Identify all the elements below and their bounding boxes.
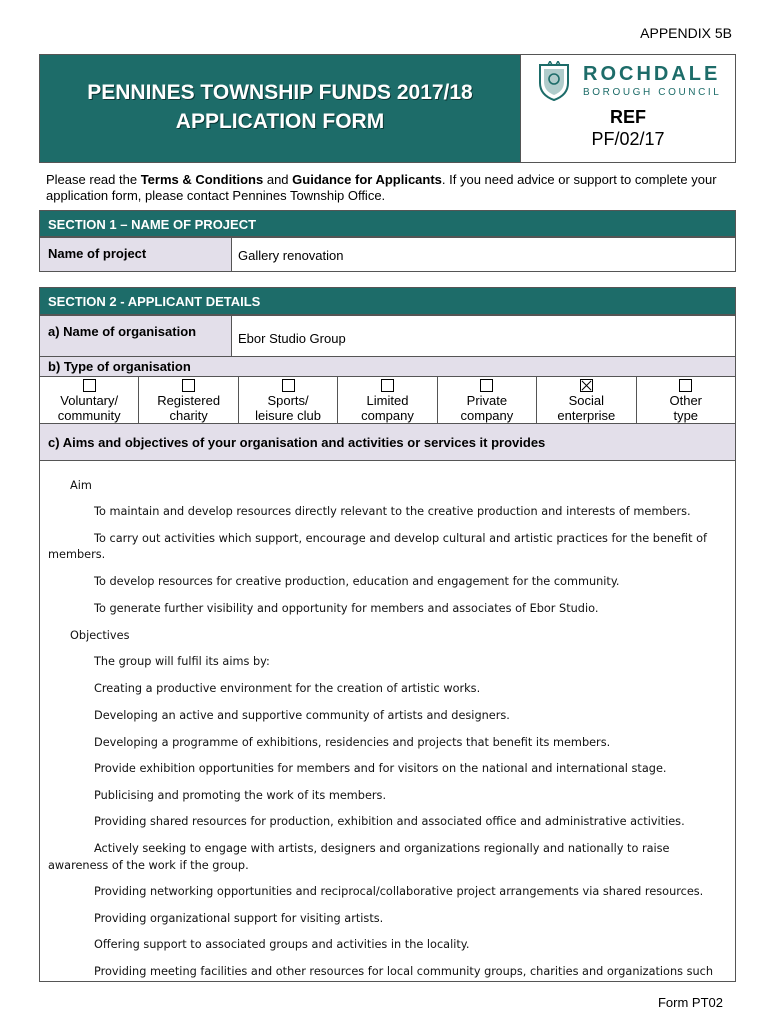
option-label: company [361,408,414,423]
org-type-option[interactable] [40,377,138,423]
form-title-banner [39,54,521,163]
intro-text: and [263,172,293,187]
appendix-label: APPENDIX 5B [640,25,732,41]
option-label: Private [466,393,508,408]
aim-paragraph: To maintain and develop resources directly relevant to the creative production and interests of members. [94,505,691,518]
option-label: charity [169,408,208,423]
form-title-line2: APPLICATION FORM [175,110,385,133]
aim-paragraph: To carry out activities which support, encourage and develop cultural and artistic practices for the benefit of [94,532,708,545]
option-label: enterprise [557,408,616,423]
project-name-field[interactable]: Gallery renovation [232,237,736,272]
objective-paragraph: Publicising and promoting the work of its members. [94,789,387,802]
option-label: leisure club [255,408,321,423]
objective-paragraph: Developing a programme of exhibitions, residencies and projects that benefit its members. [94,736,611,749]
council-name: ROCHDALE [583,63,721,85]
option-label: Limited [366,393,409,408]
council-crest-icon [536,61,572,101]
option-label: company [460,408,514,423]
option-label: Registered [157,393,221,408]
objective-paragraph: Creating a productive environment for the creation of artistic works. [94,682,481,695]
aim-paragraph: To develop resources for creative production, education and engagement for the community. [94,575,620,588]
option-label: Other [669,393,702,408]
intro-paragraph [46,172,736,204]
option-label: community [57,408,121,423]
form-code-footer: Form PT02 [657,995,723,1010]
objective-paragraph: Provide exhibition opportunities for members and for visitors on the national and international stage. [94,762,667,775]
aims-label: c) Aims and objectives of your organisation and activities or services it provides [39,424,736,461]
intro-text: . If you need advice or support to complete your application form, please contact Pennines Township Office. [46,172,717,203]
org-type-option[interactable] [138,377,237,423]
terms-link-text: Terms & Conditions [140,172,264,187]
objective-paragraph: awareness of the work if the group. [48,859,249,872]
org-type-label: b) Type of organisation [39,357,736,377]
org-type-option[interactable] [337,377,436,423]
objective-paragraph: Providing meeting facilities and other resources for local community groups, charities and organizations such [94,965,714,978]
org-type-option[interactable] [536,377,635,423]
org-type-option[interactable] [636,377,735,423]
option-label: type [673,408,699,423]
option-label: Voluntary/ [60,393,119,408]
org-name-field[interactable]: Ebor Studio Group [232,315,736,357]
org-type-checkbox[interactable] [480,379,493,392]
org-name-label: a) Name of organisation [39,315,232,357]
section1-heading: SECTION 1 – NAME OF PROJECT [39,210,736,237]
council-ref-box [521,54,736,163]
option-label: Sports/ [267,393,309,408]
ref-value: PF/02/17 [591,129,665,149]
org-type-options [39,377,736,424]
objective-paragraph: Providing networking opportunities and reciprocal/collaborative project arrangements via shared resources. [94,885,704,898]
aim-paragraph: To generate further visibility and opportunity for members and associates of Ebor Studio. [94,602,599,615]
aims-text-field[interactable] [39,461,736,982]
ref-label: REF [610,107,646,127]
org-type-checkbox[interactable] [83,379,96,392]
objective-paragraph: Actively seeking to engage with artists, designers and organizations regionally and nationally to raise [94,842,670,855]
objective-paragraph: Developing an active and supportive community of artists and designers. [94,709,510,722]
objective-paragraph: Providing organizational support for visiting artists. [94,912,384,925]
org-type-option[interactable] [238,377,337,423]
section2-heading: SECTION 2 - APPLICANT DETAILS [39,287,736,315]
project-name-label: Name of project [39,237,232,272]
org-type-checkbox[interactable] [679,379,692,392]
aim-heading: Aim [70,479,92,492]
form-title-line1: PENNINES TOWNSHIP FUNDS 2017/18 [87,81,473,104]
objectives-heading: Objectives [70,629,130,642]
org-type-checkbox[interactable] [381,379,394,392]
aim-paragraph: members. [48,548,106,561]
option-label: Social [568,393,605,408]
council-subtitle: BOROUGH COUNCIL [583,87,722,98]
org-type-checkbox[interactable] [182,379,195,392]
objective-paragraph: The group will fulfil its aims by: [94,655,270,668]
org-type-checkbox[interactable] [282,379,295,392]
guidance-link-text: Guidance for Applicants [292,172,442,187]
intro-text: Please read the [46,172,141,187]
objective-paragraph: Offering support to associated groups and activities in the locality. [94,938,470,951]
org-type-checkbox[interactable] [580,379,593,392]
org-type-option[interactable] [437,377,536,423]
objective-paragraph: Providing shared resources for production, exhibition and associated office and administrative activities. [94,815,685,828]
